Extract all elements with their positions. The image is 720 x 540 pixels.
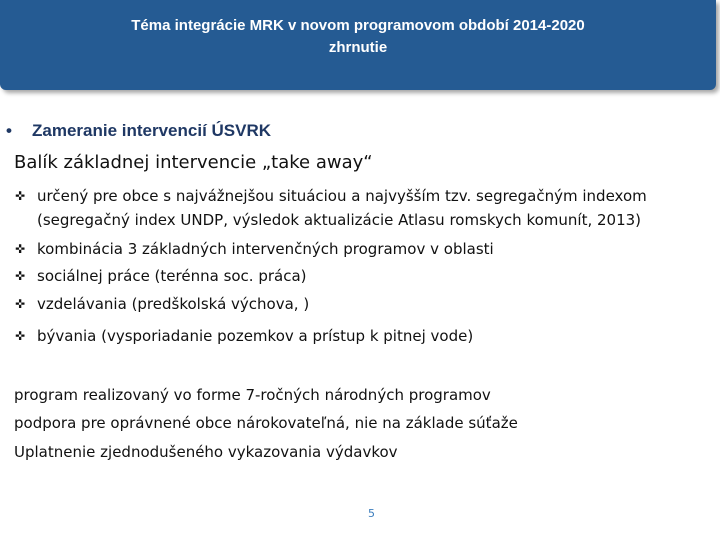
diamond-bullet-icon: ✜ (15, 329, 26, 343)
paragraph: program realizovaný vo forme 7-ročných národných programov (14, 386, 491, 404)
list-item (15, 237, 494, 261)
paragraph: podpora pre oprávnené obce nárokovateľná, nie na základe súťaže (14, 414, 518, 432)
topic-text: Zameranie intervencií ÚSVRK (32, 121, 272, 140)
slide-subtitle: zhrnutie (328, 39, 388, 56)
list-item-text: kombinácia 3 základných intervenčných programov v oblasti (37, 240, 494, 258)
diamond-bullet-icon: ✜ (15, 297, 26, 311)
diamond-bullet-icon: ✜ (15, 269, 26, 283)
list-item (15, 292, 309, 316)
bullet-marker: • (6, 121, 12, 140)
list-item-text: bývania (vysporiadanie pozemkov a prístup k pitnej vode) (37, 327, 474, 345)
list-item-text: určený pre obce s najvážnejšou situáciou a najvyšším tzv. segregačným indexom (37, 187, 647, 205)
list-item-text: vzdelávania (predškolská výchova, ) (37, 295, 310, 313)
topic-bullet (6, 121, 271, 141)
section-heading: Balík základnej intervencie „take away“ (14, 152, 373, 173)
page-number: 5 (368, 507, 375, 520)
paragraph: Uplatnenie zjednodušeného vykazovania výdavkov (14, 443, 398, 461)
diamond-bullet-icon: ✜ (15, 242, 26, 256)
list-item (15, 324, 473, 348)
list-item-continuation: (segregačný index UNDP, výsledok aktualizácie Atlasu romskych komunít, 2013) (37, 211, 642, 229)
slide-title: Téma integrácie MRK v novom programovom období 2014-2020 (131, 17, 585, 34)
diamond-bullet-icon: ✜ (15, 189, 26, 203)
header-banner (0, 0, 716, 90)
list-item-text: sociálnej práce (terénna soc. práca) (37, 267, 307, 285)
list-item (15, 184, 647, 208)
list-item (15, 264, 307, 288)
